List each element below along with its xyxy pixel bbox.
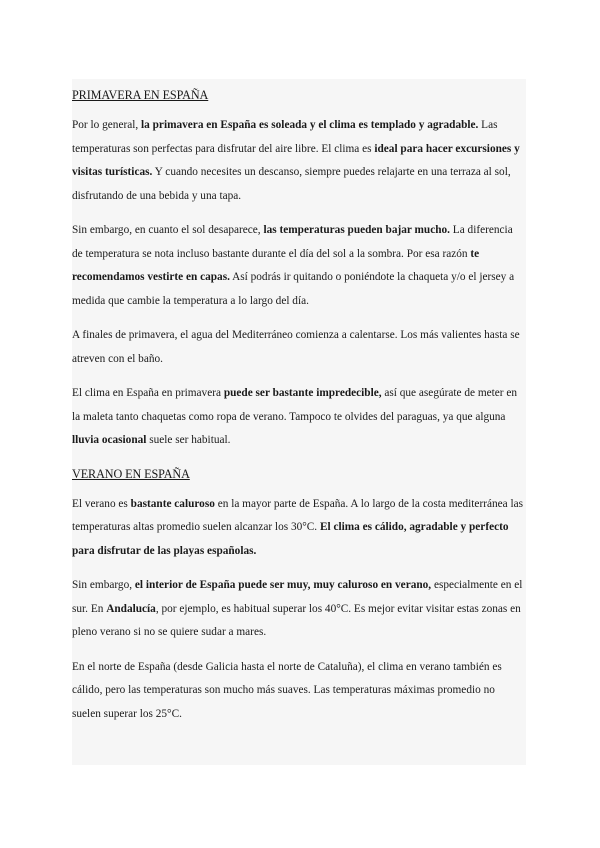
paragraph: A finales de primavera, el agua del Mediterráneo comienza a calentarse. Los más valientes hasta se atreven con el baño. bbox=[72, 329, 520, 365]
paragraph: Sin embargo, el interior de España puede ser muy, muy caluroso en verano, especialmente en el sur. En Andalucía, por ejemplo, es habitual superar los 40°C. Es mejor evitar visitar estas zonas en pleno verano si no se quiere sudar a mares. bbox=[72, 579, 523, 638]
document-content bbox=[72, 86, 524, 737]
paragraph: El clima en España en primavera puede ser bastante impredecible, así que asegúrate de meter en la maleta tanto chaquetas como ropa de verano. Tampoco te olvides del paraguas, ya que alguna lluvia ocasional suele ser habitual. bbox=[72, 387, 518, 446]
section-heading-verano: VERANO EN ESPAÑA bbox=[72, 466, 190, 481]
section-heading-primavera: PRIMAVERA EN ESPAÑA bbox=[72, 88, 209, 102]
paragraph: En el norte de España (desde Galicia hasta el norte de Cataluña), el clima en verano también es cálido, pero las temperaturas son mucho más suaves. Las temperaturas máximas promedio no suelen superar los 25°C. bbox=[72, 660, 502, 720]
paragraph: El verano es bastante caluroso en la mayor parte de España. A lo largo de la costa mediterránea las temperaturas altas promedio suelen alcanzar los 30°C. El clima es cálido, agradable y perfecto para disfrutar de las playas españolas. bbox=[72, 497, 524, 557]
paragraph: Por lo general, la primavera en España es soleada y el clima es templado y agradable. Las temperaturas son perfectas para disfrutar del aire libre. El clima es ideal para hacer excursiones y visitas turísticas. Y cuando necesites un descanso, siempre puedes relajarte en una terraza al sol, disfrutando de una bebida y una tapa. bbox=[72, 119, 520, 202]
paragraph: Sin embargo, en cuanto el sol desaparece, las temperaturas pueden bajar mucho. La diferencia de temperatura se nota incluso bastante durante el día del sol a la sombra. Por esa razón te recomendamos vestirte en capas. Así podrás ir quitando o poniéndote la chaqueta y/o el jersey a medida que cambie la temperatura a lo largo del día. bbox=[72, 224, 515, 307]
